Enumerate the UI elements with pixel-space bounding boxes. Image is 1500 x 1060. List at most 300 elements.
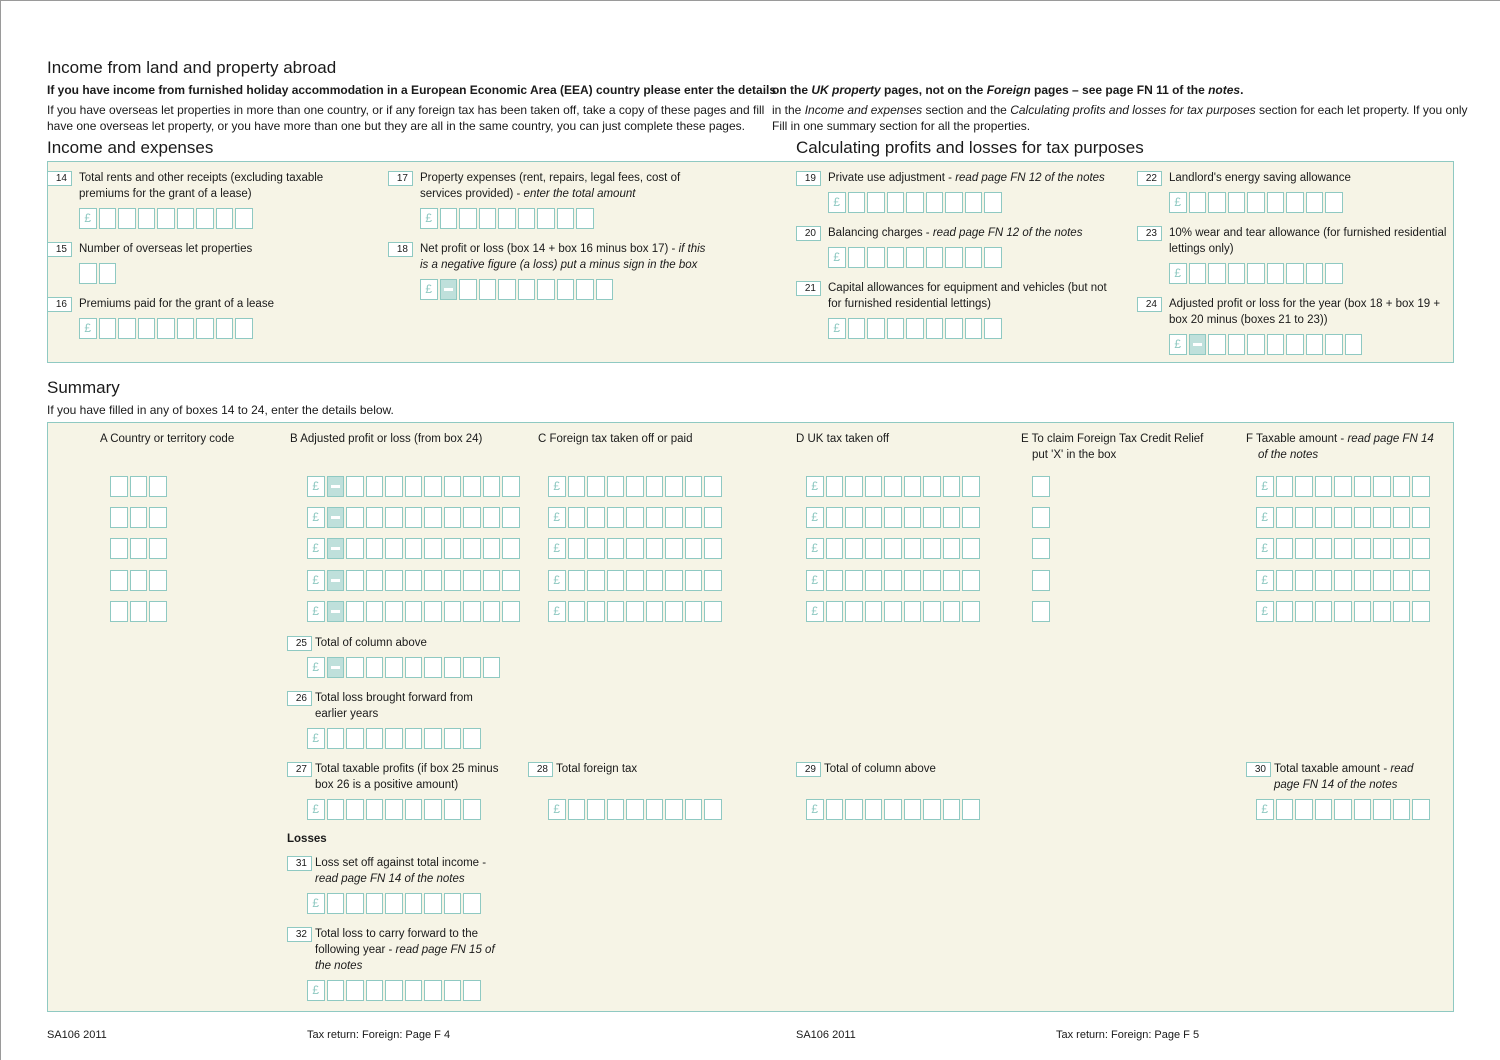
digit-cell[interactable]: [366, 570, 384, 591]
digit-cell[interactable]: [1354, 507, 1372, 528]
digit-cell[interactable]: [444, 657, 462, 678]
digit-cell[interactable]: [502, 538, 520, 559]
digit-cell[interactable]: [424, 476, 442, 497]
digit-cell[interactable]: [962, 799, 980, 820]
digit-cell[interactable]: [346, 538, 364, 559]
digit-cell[interactable]: [1276, 507, 1294, 528]
minus-sign-cell[interactable]: [327, 476, 345, 497]
digit-cell[interactable]: [557, 208, 575, 229]
count-input-box-15[interactable]: [79, 263, 116, 284]
digit-cell[interactable]: [424, 799, 442, 820]
digit-cell[interactable]: [685, 538, 703, 559]
digit-cell[interactable]: [149, 538, 167, 559]
digit-cell[interactable]: [235, 318, 253, 339]
digit-cell[interactable]: [110, 601, 128, 622]
digit-cell[interactable]: [110, 507, 128, 528]
digit-cell[interactable]: [405, 476, 423, 497]
digit-cell[interactable]: [463, 799, 481, 820]
digit-cell[interactable]: [557, 279, 575, 300]
digit-cell[interactable]: [405, 657, 423, 678]
digit-cell[interactable]: [685, 601, 703, 622]
digit-cell[interactable]: [444, 799, 462, 820]
digit-cell[interactable]: [1325, 192, 1343, 213]
digit-cell[interactable]: [665, 507, 683, 528]
digit-cell[interactable]: [1032, 570, 1050, 591]
digit-cell[interactable]: [826, 799, 844, 820]
digit-cell[interactable]: [1334, 570, 1352, 591]
digit-cell[interactable]: [1032, 601, 1050, 622]
digit-cell[interactable]: [826, 476, 844, 497]
digit-cell[interactable]: [884, 601, 902, 622]
country-code-input[interactable]: [110, 507, 167, 528]
digit-cell[interactable]: [962, 476, 980, 497]
digit-cell[interactable]: [646, 799, 664, 820]
digit-cell[interactable]: [865, 538, 883, 559]
digit-cell[interactable]: [1345, 334, 1363, 355]
digit-cell[interactable]: [865, 570, 883, 591]
digit-cell[interactable]: [346, 893, 364, 914]
amount-input-box-31[interactable]: [307, 893, 481, 914]
digit-cell[interactable]: [568, 570, 586, 591]
digit-cell[interactable]: [587, 538, 605, 559]
digit-cell[interactable]: [1373, 570, 1391, 591]
digit-cell[interactable]: [483, 507, 501, 528]
digit-cell[interactable]: [502, 570, 520, 591]
digit-cell[interactable]: [424, 728, 442, 749]
digit-cell[interactable]: [502, 507, 520, 528]
digit-cell[interactable]: [1286, 263, 1304, 284]
digit-cell[interactable]: [424, 893, 442, 914]
digit-cell[interactable]: [110, 476, 128, 497]
digit-cell[interactable]: [502, 476, 520, 497]
digit-cell[interactable]: [463, 570, 481, 591]
digit-cell[interactable]: [1393, 476, 1411, 497]
digit-cell[interactable]: [346, 980, 364, 1001]
digit-cell[interactable]: [483, 657, 501, 678]
digit-cell[interactable]: [385, 657, 403, 678]
digit-cell[interactable]: [149, 601, 167, 622]
digit-cell[interactable]: [346, 799, 364, 820]
digit-cell[interactable]: [884, 507, 902, 528]
digit-cell[interactable]: [498, 279, 516, 300]
digit-cell[interactable]: [848, 247, 866, 268]
digit-cell[interactable]: [1306, 192, 1324, 213]
digit-cell[interactable]: [110, 538, 128, 559]
digit-cell[interactable]: [138, 208, 156, 229]
digit-cell[interactable]: [1325, 334, 1343, 355]
digit-cell[interactable]: [479, 208, 497, 229]
digit-cell[interactable]: [943, 570, 961, 591]
digit-cell[interactable]: [1276, 538, 1294, 559]
digit-cell[interactable]: [459, 208, 477, 229]
amount-input-box-17[interactable]: [420, 208, 594, 229]
digit-cell[interactable]: [444, 980, 462, 1001]
digit-cell[interactable]: [587, 507, 605, 528]
uk-tax-input[interactable]: [806, 538, 980, 559]
digit-cell[interactable]: [405, 507, 423, 528]
amount-input-box-29[interactable]: [806, 799, 980, 820]
digit-cell[interactable]: [568, 507, 586, 528]
digit-cell[interactable]: [1315, 538, 1333, 559]
digit-cell[interactable]: [962, 601, 980, 622]
digit-cell[interactable]: [157, 208, 175, 229]
taxable-amount-input[interactable]: [1256, 538, 1430, 559]
digit-cell[interactable]: [607, 476, 625, 497]
digit-cell[interactable]: [463, 728, 481, 749]
digit-cell[interactable]: [149, 507, 167, 528]
digit-cell[interactable]: [502, 601, 520, 622]
digit-cell[interactable]: [483, 538, 501, 559]
digit-cell[interactable]: [1189, 192, 1207, 213]
digit-cell[interactable]: [1276, 601, 1294, 622]
amount-input-box-16[interactable]: [79, 318, 253, 339]
digit-cell[interactable]: [385, 570, 403, 591]
digit-cell[interactable]: [385, 728, 403, 749]
digit-cell[interactable]: [965, 318, 983, 339]
digit-cell[interactable]: [704, 476, 722, 497]
digit-cell[interactable]: [1315, 507, 1333, 528]
digit-cell[interactable]: [867, 247, 885, 268]
digit-cell[interactable]: [424, 507, 442, 528]
digit-cell[interactable]: [366, 980, 384, 1001]
ftcr-claim-checkbox[interactable]: [1032, 476, 1050, 497]
uk-tax-input[interactable]: [806, 570, 980, 591]
digit-cell[interactable]: [1306, 334, 1324, 355]
digit-cell[interactable]: [923, 507, 941, 528]
digit-cell[interactable]: [826, 570, 844, 591]
digit-cell[interactable]: [346, 476, 364, 497]
digit-cell[interactable]: [157, 318, 175, 339]
uk-tax-input[interactable]: [806, 507, 980, 528]
amount-input-box-22[interactable]: [1169, 192, 1343, 213]
digit-cell[interactable]: [704, 799, 722, 820]
digit-cell[interactable]: [196, 208, 214, 229]
digit-cell[interactable]: [130, 507, 148, 528]
digit-cell[interactable]: [1267, 334, 1285, 355]
digit-cell[interactable]: [848, 318, 866, 339]
digit-cell[interactable]: [1247, 263, 1265, 284]
amount-input-box-14[interactable]: [79, 208, 253, 229]
amount-input-box-27[interactable]: [307, 799, 481, 820]
digit-cell[interactable]: [665, 570, 683, 591]
digit-cell[interactable]: [665, 538, 683, 559]
digit-cell[interactable]: [1412, 538, 1430, 559]
digit-cell[interactable]: [923, 601, 941, 622]
amount-input-box-32[interactable]: [307, 980, 481, 1001]
digit-cell[interactable]: [865, 476, 883, 497]
digit-cell[interactable]: [576, 208, 594, 229]
digit-cell[interactable]: [518, 208, 536, 229]
digit-cell[interactable]: [568, 538, 586, 559]
digit-cell[interactable]: [1412, 799, 1430, 820]
digit-cell[interactable]: [463, 601, 481, 622]
digit-cell[interactable]: [235, 208, 253, 229]
digit-cell[interactable]: [463, 980, 481, 1001]
digit-cell[interactable]: [665, 601, 683, 622]
digit-cell[interactable]: [704, 601, 722, 622]
digit-cell[interactable]: [366, 893, 384, 914]
uk-tax-input[interactable]: [806, 476, 980, 497]
digit-cell[interactable]: [607, 601, 625, 622]
digit-cell[interactable]: [904, 476, 922, 497]
digit-cell[interactable]: [405, 799, 423, 820]
digit-cell[interactable]: [118, 208, 136, 229]
digit-cell[interactable]: [626, 601, 644, 622]
digit-cell[interactable]: [366, 799, 384, 820]
digit-cell[interactable]: [962, 507, 980, 528]
digit-cell[interactable]: [943, 476, 961, 497]
digit-cell[interactable]: [926, 247, 944, 268]
digit-cell[interactable]: [149, 570, 167, 591]
digit-cell[interactable]: [463, 538, 481, 559]
digit-cell[interactable]: [1393, 538, 1411, 559]
country-code-input[interactable]: [110, 570, 167, 591]
digit-cell[interactable]: [130, 601, 148, 622]
digit-cell[interactable]: [568, 601, 586, 622]
digit-cell[interactable]: [576, 279, 594, 300]
digit-cell[interactable]: [884, 799, 902, 820]
digit-cell[interactable]: [626, 538, 644, 559]
digit-cell[interactable]: [518, 279, 536, 300]
minus-sign-cell[interactable]: [327, 601, 345, 622]
digit-cell[interactable]: [965, 247, 983, 268]
digit-cell[interactable]: [483, 476, 501, 497]
digit-cell[interactable]: [385, 476, 403, 497]
digit-cell[interactable]: [906, 247, 924, 268]
digit-cell[interactable]: [1334, 538, 1352, 559]
digit-cell[interactable]: [646, 538, 664, 559]
digit-cell[interactable]: [1373, 799, 1391, 820]
digit-cell[interactable]: [366, 601, 384, 622]
digit-cell[interactable]: [965, 192, 983, 213]
digit-cell[interactable]: [646, 507, 664, 528]
digit-cell[interactable]: [1267, 263, 1285, 284]
digit-cell[interactable]: [646, 570, 664, 591]
country-code-input[interactable]: [110, 476, 167, 497]
digit-cell[interactable]: [568, 476, 586, 497]
digit-cell[interactable]: [444, 538, 462, 559]
digit-cell[interactable]: [1325, 263, 1343, 284]
digit-cell[interactable]: [1032, 476, 1050, 497]
digit-cell[interactable]: [459, 279, 477, 300]
digit-cell[interactable]: [405, 980, 423, 1001]
adjusted-profit-input[interactable]: [307, 601, 520, 622]
digit-cell[interactable]: [424, 980, 442, 1001]
digit-cell[interactable]: [1208, 192, 1226, 213]
digit-cell[interactable]: [1032, 538, 1050, 559]
digit-cell[interactable]: [385, 538, 403, 559]
digit-cell[interactable]: [1334, 799, 1352, 820]
digit-cell[interactable]: [626, 507, 644, 528]
amount-input-box-21[interactable]: [828, 318, 1002, 339]
digit-cell[interactable]: [845, 601, 863, 622]
digit-cell[interactable]: [130, 538, 148, 559]
digit-cell[interactable]: [1315, 799, 1333, 820]
digit-cell[interactable]: [943, 601, 961, 622]
digit-cell[interactable]: [1334, 507, 1352, 528]
digit-cell[interactable]: [923, 799, 941, 820]
digit-cell[interactable]: [1354, 799, 1372, 820]
minus-sign-cell[interactable]: [440, 279, 458, 300]
digit-cell[interactable]: [346, 570, 364, 591]
digit-cell[interactable]: [479, 279, 497, 300]
digit-cell[interactable]: [444, 893, 462, 914]
digit-cell[interactable]: [626, 799, 644, 820]
digit-cell[interactable]: [79, 263, 97, 284]
digit-cell[interactable]: [1295, 538, 1313, 559]
digit-cell[interactable]: [904, 601, 922, 622]
digit-cell[interactable]: [537, 208, 555, 229]
digit-cell[interactable]: [923, 476, 941, 497]
digit-cell[interactable]: [346, 657, 364, 678]
digit-cell[interactable]: [1354, 570, 1372, 591]
taxable-amount-input[interactable]: [1256, 570, 1430, 591]
digit-cell[interactable]: [1208, 263, 1226, 284]
digit-cell[interactable]: [587, 476, 605, 497]
digit-cell[interactable]: [1228, 263, 1246, 284]
digit-cell[interactable]: [887, 247, 905, 268]
digit-cell[interactable]: [366, 476, 384, 497]
digit-cell[interactable]: [626, 476, 644, 497]
digit-cell[interactable]: [1295, 570, 1313, 591]
digit-cell[interactable]: [962, 538, 980, 559]
digit-cell[interactable]: [110, 570, 128, 591]
digit-cell[interactable]: [1334, 476, 1352, 497]
adjusted-profit-input[interactable]: [307, 507, 520, 528]
digit-cell[interactable]: [405, 601, 423, 622]
ftcr-claim-checkbox[interactable]: [1032, 570, 1050, 591]
amount-input-box-19[interactable]: [828, 192, 1002, 213]
adjusted-profit-input[interactable]: [307, 538, 520, 559]
digit-cell[interactable]: [1412, 476, 1430, 497]
digit-cell[interactable]: [1247, 334, 1265, 355]
digit-cell[interactable]: [1315, 601, 1333, 622]
digit-cell[interactable]: [366, 728, 384, 749]
digit-cell[interactable]: [607, 507, 625, 528]
digit-cell[interactable]: [845, 538, 863, 559]
digit-cell[interactable]: [845, 476, 863, 497]
digit-cell[interactable]: [1276, 799, 1294, 820]
digit-cell[interactable]: [1354, 476, 1372, 497]
digit-cell[interactable]: [904, 538, 922, 559]
digit-cell[interactable]: [984, 192, 1002, 213]
digit-cell[interactable]: [704, 570, 722, 591]
digit-cell[interactable]: [366, 507, 384, 528]
digit-cell[interactable]: [1247, 192, 1265, 213]
digit-cell[interactable]: [587, 570, 605, 591]
digit-cell[interactable]: [405, 570, 423, 591]
digit-cell[interactable]: [1306, 263, 1324, 284]
minus-sign-cell[interactable]: [1189, 334, 1207, 355]
digit-cell[interactable]: [887, 318, 905, 339]
digit-cell[interactable]: [926, 318, 944, 339]
digit-cell[interactable]: [665, 476, 683, 497]
digit-cell[interactable]: [904, 507, 922, 528]
digit-cell[interactable]: [943, 799, 961, 820]
digit-cell[interactable]: [685, 570, 703, 591]
digit-cell[interactable]: [1393, 507, 1411, 528]
digit-cell[interactable]: [587, 799, 605, 820]
adjusted-profit-input[interactable]: [307, 476, 520, 497]
digit-cell[interactable]: [904, 570, 922, 591]
digit-cell[interactable]: [1276, 570, 1294, 591]
digit-cell[interactable]: [826, 601, 844, 622]
digit-cell[interactable]: [327, 893, 345, 914]
digit-cell[interactable]: [1032, 507, 1050, 528]
amount-input-box-25[interactable]: [307, 657, 500, 678]
digit-cell[interactable]: [845, 570, 863, 591]
digit-cell[interactable]: [704, 538, 722, 559]
digit-cell[interactable]: [704, 507, 722, 528]
digit-cell[interactable]: [884, 570, 902, 591]
amount-input-box-28[interactable]: [548, 799, 722, 820]
digit-cell[interactable]: [884, 538, 902, 559]
digit-cell[interactable]: [945, 247, 963, 268]
digit-cell[interactable]: [1373, 476, 1391, 497]
digit-cell[interactable]: [1393, 570, 1411, 591]
ftcr-claim-checkbox[interactable]: [1032, 538, 1050, 559]
digit-cell[interactable]: [385, 799, 403, 820]
digit-cell[interactable]: [865, 601, 883, 622]
amount-input-box-20[interactable]: [828, 247, 1002, 268]
digit-cell[interactable]: [366, 538, 384, 559]
digit-cell[interactable]: [327, 799, 345, 820]
digit-cell[interactable]: [865, 507, 883, 528]
digit-cell[interactable]: [424, 538, 442, 559]
digit-cell[interactable]: [1295, 601, 1313, 622]
digit-cell[interactable]: [130, 570, 148, 591]
digit-cell[interactable]: [607, 570, 625, 591]
digit-cell[interactable]: [848, 192, 866, 213]
digit-cell[interactable]: [685, 476, 703, 497]
digit-cell[interactable]: [906, 192, 924, 213]
digit-cell[interactable]: [327, 980, 345, 1001]
digit-cell[interactable]: [1295, 507, 1313, 528]
digit-cell[interactable]: [346, 728, 364, 749]
digit-cell[interactable]: [405, 893, 423, 914]
digit-cell[interactable]: [1393, 799, 1411, 820]
digit-cell[interactable]: [865, 799, 883, 820]
digit-cell[interactable]: [385, 980, 403, 1001]
foreign-tax-input[interactable]: [548, 601, 722, 622]
digit-cell[interactable]: [1354, 601, 1372, 622]
digit-cell[interactable]: [1354, 538, 1372, 559]
digit-cell[interactable]: [99, 208, 117, 229]
digit-cell[interactable]: [444, 570, 462, 591]
uk-tax-input[interactable]: [806, 601, 980, 622]
digit-cell[interactable]: [149, 476, 167, 497]
digit-cell[interactable]: [424, 601, 442, 622]
digit-cell[interactable]: [943, 538, 961, 559]
digit-cell[interactable]: [906, 318, 924, 339]
digit-cell[interactable]: [646, 601, 664, 622]
digit-cell[interactable]: [1334, 601, 1352, 622]
digit-cell[interactable]: [1286, 334, 1304, 355]
country-code-input[interactable]: [110, 601, 167, 622]
digit-cell[interactable]: [118, 318, 136, 339]
digit-cell[interactable]: [327, 728, 345, 749]
digit-cell[interactable]: [346, 601, 364, 622]
digit-cell[interactable]: [463, 507, 481, 528]
digit-cell[interactable]: [685, 507, 703, 528]
digit-cell[interactable]: [984, 247, 1002, 268]
digit-cell[interactable]: [385, 507, 403, 528]
digit-cell[interactable]: [177, 208, 195, 229]
digit-cell[interactable]: [945, 192, 963, 213]
digit-cell[interactable]: [826, 507, 844, 528]
digit-cell[interactable]: [138, 318, 156, 339]
digit-cell[interactable]: [444, 476, 462, 497]
